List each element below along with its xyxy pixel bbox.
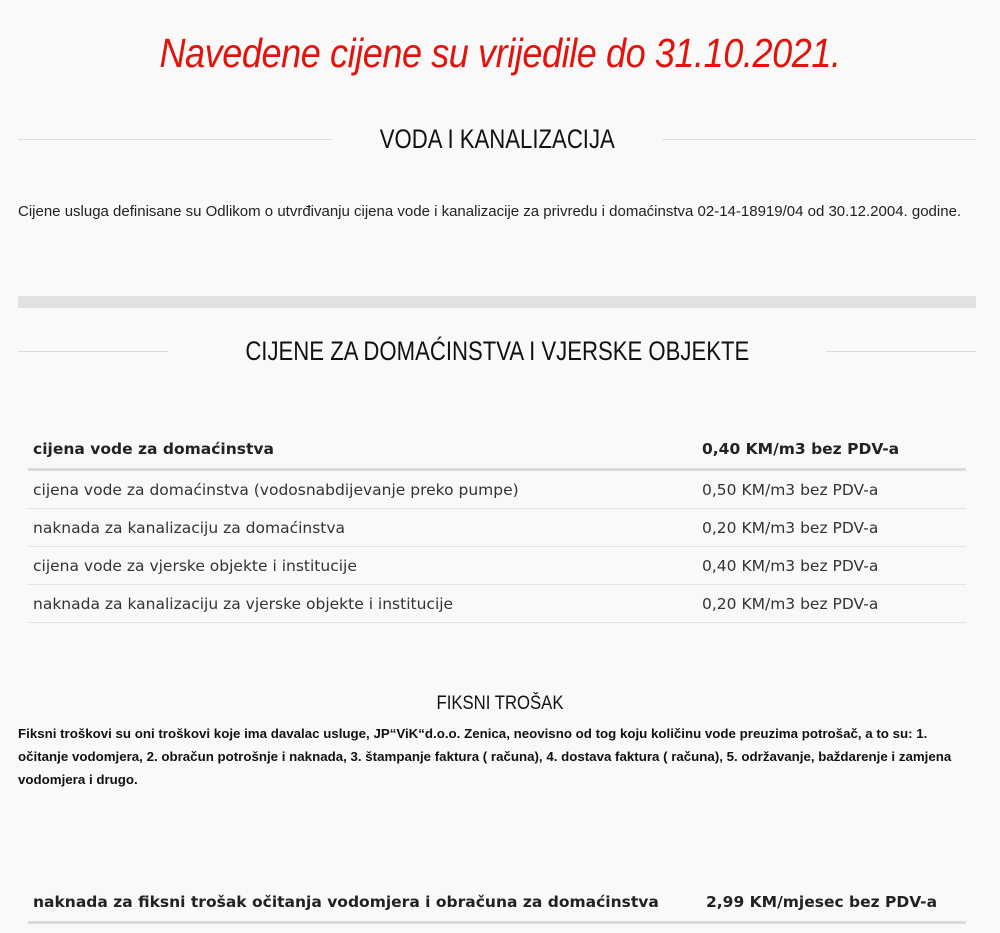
pricing-decision-paragraph: Cijene usluga definisane su Odlikom o utvrđivanju cijena vode i kanalizacije za privredu i domaćinstva 02-14-18919/04 od 30.12.2004. godine. bbox=[18, 203, 962, 220]
fixed-cost-title: FIKSNI TROŠAK bbox=[436, 693, 564, 714]
section-title: CIJENE ZA DOMAĆINSTVA I VJERSKE OBJEKTE bbox=[245, 336, 750, 366]
table-row bbox=[28, 585, 966, 623]
fixed-cost-table bbox=[28, 883, 966, 924]
table-row bbox=[28, 547, 966, 585]
section-title: VODA I KANALIZACIJA bbox=[379, 124, 615, 154]
section-separator-bar bbox=[18, 296, 976, 308]
price-value: 0,40 KM/m3 bez PDV-a bbox=[702, 547, 966, 585]
household-prices-table bbox=[28, 430, 966, 623]
section-heading-voda bbox=[18, 124, 976, 155]
table-row bbox=[28, 883, 966, 923]
section-heading-domacinstva bbox=[18, 336, 976, 367]
price-label: cijena vode za vjerske objekte i institucije bbox=[28, 547, 702, 585]
price-label: cijena vode za domaćinstva bbox=[28, 430, 702, 470]
divider-right bbox=[662, 139, 976, 140]
price-value: 2,99 KM/mjesec bez PDV-a bbox=[706, 883, 966, 923]
divider-left bbox=[18, 351, 168, 352]
table-row bbox=[28, 509, 966, 547]
price-label: naknada za fiksni trošak očitanja vodomjera i obračuna za domaćinstva bbox=[28, 883, 706, 923]
fixed-cost-description: Fiksni troškovi su oni troškovi koje ima davalac usluge, JP“ViK“d.o.o. Zenica, neovisno od tog koju količinu vode preuzima potrošač, a to su: 1. očitanje vodomjera, 2. obračun potrošnje i naknada, 3. štampanje faktura ( računa), 4. dostava faktura ( računa), 5. održavanje, baždarenje i zamjena vodomjera i drugo. bbox=[18, 726, 952, 787]
price-label: naknada za kanalizaciju za domaćinstva bbox=[28, 509, 702, 547]
divider-left bbox=[18, 139, 332, 140]
price-label: cijena vode za domaćinstva (vodosnabdijevanje preko pumpe) bbox=[28, 470, 702, 509]
table-row bbox=[28, 470, 966, 509]
price-value: 0,20 KM/m3 bez PDV-a bbox=[702, 509, 966, 547]
divider-right bbox=[826, 351, 976, 352]
price-value: 0,40 KM/m3 bez PDV-a bbox=[702, 430, 966, 470]
price-value: 0,50 KM/m3 bez PDV-a bbox=[702, 470, 966, 509]
table-row bbox=[28, 430, 966, 470]
price-value: 0,20 KM/m3 bez PDV-a bbox=[702, 585, 966, 623]
price-label: naknada za kanalizaciju za vjerske objekte i institucije bbox=[28, 585, 702, 623]
validity-notice: Navedene cijene su vrijedile do 31.10.2021. bbox=[159, 30, 841, 76]
